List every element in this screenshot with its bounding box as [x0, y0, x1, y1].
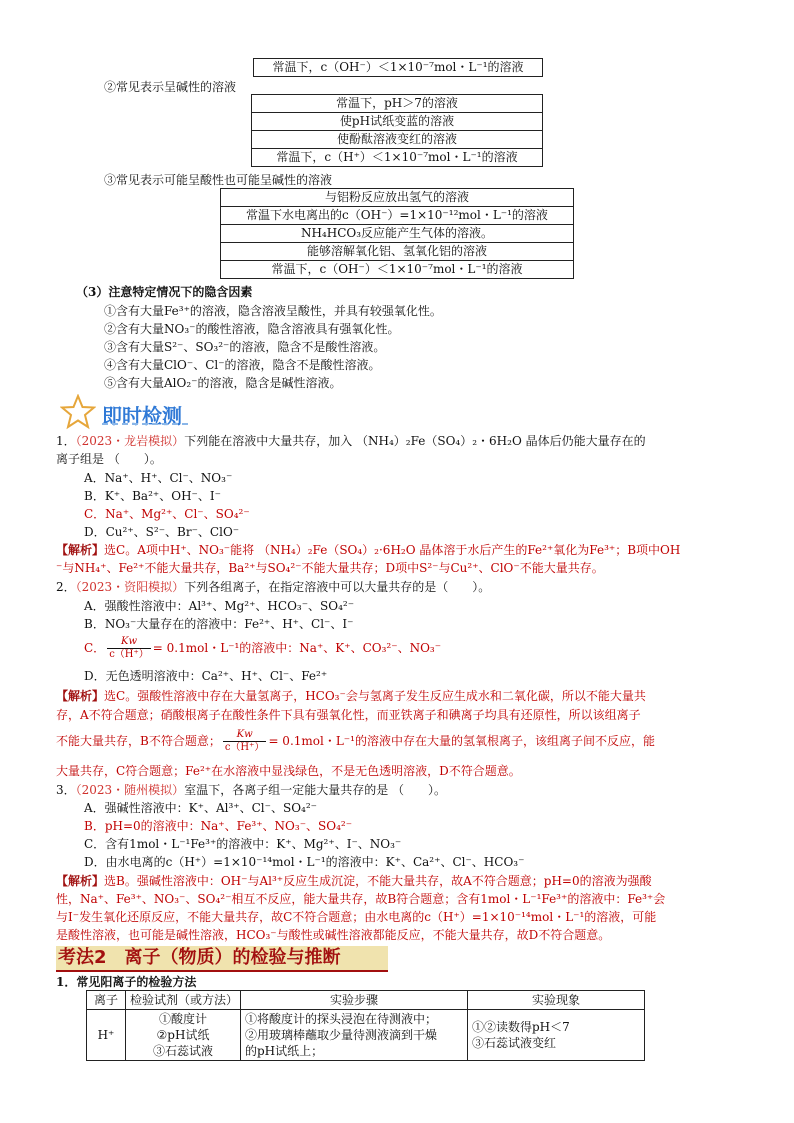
reagent-cell [126, 1010, 241, 1061]
table-cell: 常温下，c（OH⁻）＜1×10⁻⁷mol・L⁻¹的溶液 [221, 261, 574, 279]
table-row [87, 1010, 645, 1061]
heading-underline [102, 423, 188, 425]
option-d: D．由水电离的c（H⁺）=1×10⁻¹⁴mol・L⁻¹的溶液中：K⁺、Ca²⁺、Cl⁻、HCO₃⁻ [84, 855, 525, 869]
either-table [220, 188, 574, 279]
subsection-title: 1．常见阳离子的检验方法 [56, 975, 197, 989]
question-source: （2023・龙岩模拟） [75, 434, 185, 448]
option-d: D．Cu²⁺、S²⁻、Br⁻、ClO⁻ [84, 525, 240, 539]
item2-title: ②常见表示呈碱性的溶液 [104, 80, 237, 94]
analysis-text: 选C。A项中H⁺、NO₃⁻能将 （NH₄）₂Fe（SO₄）₂·6H₂O 晶体溶于水后产生的Fe²⁺氧化为Fe³⁺；B项中OH [104, 543, 681, 557]
phenomena-cell [468, 1010, 645, 1061]
option-c-correct [84, 633, 441, 663]
question-2-stem [56, 579, 490, 595]
table-cell: 常温下水电离出的c（OH⁻）=1×10⁻¹²mol・L⁻¹的溶液 [221, 207, 574, 225]
analysis-2-cont [56, 726, 655, 756]
fraction-numerator: Kw [107, 636, 151, 649]
question-text: 下列各组离子，在指定溶液中可以大量共存的是（ ）。 [184, 580, 491, 594]
analysis-1 [56, 542, 680, 558]
option-a: A．强酸性溶液中：Al³⁺、Mg²⁺、HCO₃⁻、SO₄²⁻ [84, 599, 355, 613]
fraction-denominator: c（H⁺） [224, 742, 265, 753]
question-source: （2023・资阳模拟） [75, 580, 185, 594]
reagent-item: ①酸度计 [158, 1012, 207, 1026]
fraction-denominator: c（H⁺） [109, 649, 149, 660]
title-underline [56, 970, 388, 972]
table-cell: 常温下，pH＞7的溶液 [252, 95, 543, 113]
fraction-numerator: Kw [223, 729, 267, 742]
question-number: 1． [56, 434, 76, 448]
phenomenon-item: ③石蕊试液变红 [472, 1036, 557, 1050]
question-text: 室温下，各离子组一定能大量共存的是 （ ）。 [184, 783, 447, 797]
analysis-tag: 【解析】 [56, 874, 105, 888]
method-title: 考法2 离子（物质）的检验与推断 [58, 947, 341, 968]
analysis-3 [56, 873, 652, 889]
cation-test-table [86, 990, 645, 1061]
question-number: 3． [56, 783, 76, 797]
table-cell: 与铝粉反应放出氢气的溶液 [221, 189, 574, 207]
question-source: （2023・随州模拟） [75, 783, 185, 797]
analysis-text: 选C。强酸性溶液中存在大量氢离子，HCO₃⁻会与氢离子发生反应生成水和二氧化碳，所以不能大量共 [104, 689, 646, 703]
reagent-item: ②pH试纸 [156, 1028, 210, 1042]
reagent-item: ③石蕊试液 [152, 1044, 213, 1058]
analysis-1-cont: ⁻与NH₄⁺、Fe²⁺不能大量共存，Ba²⁺与SO₄²⁻不能大量共存；D项中S²⁻与Cu²⁺、ClO⁻不能大量共存。 [56, 561, 604, 575]
section-heading: 即时检测 [102, 404, 182, 428]
step-item: ①将酸度计的探头浸泡在待测液中； [245, 1012, 438, 1026]
option-c-correct: C．Na⁺、Mg²⁺、Cl⁻、SO₄²⁻ [84, 507, 250, 521]
item3-title: ③常见表示可能呈酸性也可能呈碱性的溶液 [104, 173, 333, 187]
table-header: 实验步骤 [241, 991, 468, 1010]
analysis-tag: 【解析】 [56, 689, 105, 703]
analysis-2-cont: 存，A不符合题意；硝酸根离子在酸性条件下具有强氧化性，而亚铁离子和碘离子均具有还原性，所以该组离子 [56, 708, 641, 722]
top-table [253, 58, 543, 77]
analysis-text: = 0.1mol・L⁻¹的溶液中存在大量的氢氧根离子，该组离子间不反应，能 [268, 734, 655, 748]
ion-cell: H⁺ [87, 1010, 126, 1061]
table-cell: 使酚酞溶液变红的溶液 [252, 131, 543, 149]
hidden-factors-title: （3）注意特定情况下的隐含因素 [76, 285, 253, 299]
option-a: A．Na⁺、H⁺、Cl⁻、NO₃⁻ [84, 471, 233, 485]
analysis-2-cont: 大量共存，C符合题意；Fe²⁺在水溶液中显浅绿色，不是无色透明溶液，D不符合题意。 [56, 764, 521, 778]
analysis-3-cont: 是酸性溶液，也可能是碱性溶液，HCO₃⁻与酸性或碱性溶液都能反应，不能大量共存，故D不符合题意。 [56, 928, 611, 942]
option-d: D．无色透明溶液中：Ca²⁺、H⁺、Cl⁻、Fe²⁺ [84, 669, 328, 683]
table-cell: 能够溶解氧化铝、氢氧化铝的溶液 [221, 243, 574, 261]
analysis-3-cont: 性，Na⁺、Fe³⁺、NO₃⁻、SO₄²⁻相互不反应，能大量共存，故B符合题意；含有1mol・L⁻¹Fe³⁺的溶液中：Fe³⁺会 [56, 892, 666, 906]
table-cell: 使pH试纸变蓝的溶液 [252, 113, 543, 131]
analysis-3-cont: 与I⁻发生氧化还原反应，不能大量共存，故C不符合题意；由水电离的c（H⁺）=1×10⁻¹⁴mol・L⁻¹的溶液，可能 [56, 910, 657, 924]
hidden-item: ③含有大量S²⁻、SO₃²⁻的溶液，隐含不是酸性溶液。 [104, 340, 386, 354]
analysis-text: 不能大量共存，B不符合题意； [56, 734, 221, 748]
star-icon [60, 394, 96, 430]
kw-fraction [107, 636, 151, 661]
table-cell: 常温下，c（H⁺）＜1×10⁻⁷mol・L⁻¹的溶液 [252, 149, 543, 167]
question-text: 下列能在溶液中大量共存，加入 （NH₄）₂Fe（SO₄）₂・6H₂O 晶体后仍能大量存在的 [184, 434, 646, 448]
option-text: = 0.1mol・L⁻¹的溶液中：Na⁺、K⁺、CO₃²⁻、NO₃⁻ [152, 641, 442, 655]
option-b-correct: B．pH=0的溶液中：Na⁺、Fe³⁺、NO₃⁻、SO₄²⁻ [84, 819, 353, 833]
hidden-item: ④含有大量ClO⁻、Cl⁻的溶液，隐含不是酸性溶液。 [104, 358, 381, 372]
question-1-stem-cont: 离子组是 （ ）。 [56, 452, 162, 466]
option-letter: C． [84, 641, 106, 655]
step-item: 的pH试纸上； [245, 1044, 324, 1058]
hidden-item: ②含有大量NO₃⁻的酸性溶液，隐含溶液具有强氧化性。 [104, 322, 400, 336]
method-title-bar [56, 946, 388, 970]
table-header: 实验现象 [468, 991, 645, 1010]
table-header: 检验试剂（或方法） [126, 991, 241, 1010]
steps-cell [241, 1010, 468, 1061]
question-3-stem [56, 782, 446, 798]
analysis-text: 选B。强碱性溶液中：OH⁻与Al³⁺反应生成沉淀，不能大量共存，故A不符合题意；pH=0的溶液为强酸 [104, 874, 652, 888]
option-b: B．K⁺、Ba²⁺、OH⁻、I⁻ [84, 489, 221, 503]
table-cell: 常温下，c（OH⁻）＜1×10⁻⁷mol・L⁻¹的溶液 [254, 59, 543, 77]
step-item: ②用玻璃棒蘸取少量待测液滴到干燥 [245, 1028, 438, 1042]
hidden-item: ①含有大量Fe³⁺的溶液，隐含溶液呈酸性，并具有较强氧化性。 [104, 304, 442, 318]
basic-table [251, 94, 543, 167]
table-header: 离子 [87, 991, 126, 1010]
option-a: A．强碱性溶液中：K⁺、Al³⁺、Cl⁻、SO₄²⁻ [84, 801, 317, 815]
analysis-tag: 【解析】 [56, 543, 105, 557]
phenomenon-item: ①②读数得pH＜7 [472, 1020, 570, 1034]
question-number: 2． [56, 580, 76, 594]
option-c: C．含有1mol・L⁻¹Fe³⁺的溶液中：K⁺、Mg²⁺、I⁻、NO₃⁻ [84, 837, 402, 851]
hidden-item: ⑤含有大量AlO₂⁻的溶液，隐含是碱性溶液。 [104, 376, 342, 390]
option-b: B．NO₃⁻大量存在的溶液中：Fe²⁺、H⁺、Cl⁻、I⁻ [84, 617, 354, 631]
analysis-2 [56, 688, 646, 704]
question-1-stem [56, 433, 646, 449]
table-cell: NH₄HCO₃反应能产生气体的溶液。 [221, 225, 574, 243]
kw-fraction [223, 729, 267, 754]
